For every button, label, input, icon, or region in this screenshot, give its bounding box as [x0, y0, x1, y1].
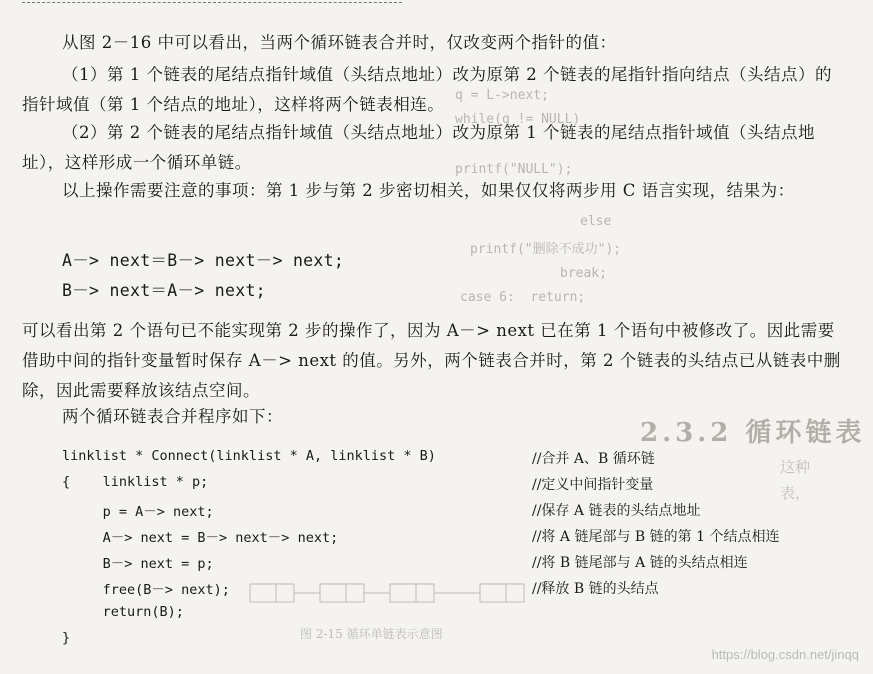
code-text: linklist * Connect(linklist * A, linklist * B)	[62, 448, 436, 464]
ghost-bleed: while(q != NULL)	[455, 112, 581, 127]
code-text: { linklist * p;	[62, 474, 209, 490]
code-text: }	[62, 630, 71, 646]
code-text: p = A－> next;	[62, 504, 214, 520]
ghost-bleed: 2.3.2 循环链表	[640, 418, 866, 448]
paragraph-notes: 以上操作需要注意的事项：第 1 步与第 2 步密切相关，如果仅仅将两步用 C 语言实现，结果为：	[62, 181, 795, 200]
code-line	[62, 574, 862, 600]
ghost-bleed: 这种	[780, 458, 811, 476]
paragraph-intro: 从图 2－16 中可以看出，当两个循环链表合并时，仅改变两个指针的值：	[62, 33, 617, 52]
top-rule	[22, 2, 402, 3]
paragraph-step-2: （2）第 2 个链表的尾结点指针域值（头结点地址）改为原第 1 个链表的尾结点指针域值（头结点地址），这样形成一个循环单链。	[22, 123, 815, 172]
ghost-bleed: else	[580, 214, 612, 229]
ghost-bleed: case 6: return;	[460, 290, 586, 305]
watermark: https://blog.csdn.net/jinqq	[711, 647, 859, 662]
code-text: A－> next = B－> next－> next;	[62, 530, 339, 546]
svg-text:图 2-15 循环单链表示意图: 图 2-15 循环单链表示意图	[300, 627, 443, 641]
code-text: B－> next = p;	[62, 556, 214, 572]
ghost-bleed: printf("NULL");	[455, 162, 573, 177]
paragraph-explanation: 可以看出第 2 个语句已不能实现第 2 步的操作了，因为 A－> next 已在第 1 个语句中被修改了。因此需要借助中间的指针变量暂时保存 A－> next 的值。另外，两个链表合并时，第 2 个链表的头结点已从链表中删除，因此需要释放该结点空间。	[22, 321, 841, 400]
code-line	[62, 496, 862, 522]
code-comment: //将 A 链尾部与 B 链的第 1 个结点相连	[532, 529, 780, 545]
code-line	[62, 470, 862, 496]
code-line	[62, 600, 862, 626]
code-comment: //保存 A 链表的头结点地址	[532, 503, 701, 519]
code-text: free(B－> next);	[62, 582, 230, 598]
code-comment: //将 B 链尾部与 A 链的头结点相连	[532, 555, 748, 571]
ghost-bleed: break;	[560, 266, 607, 281]
code-line	[62, 548, 862, 574]
paragraph-step-1: （1）第 1 个链表的尾结点指针域值（头结点地址）改为原第 2 个链表的尾指针指向结点（头结点）的指针域值（第 1 个结点的地址），这样将两个链表相连。	[22, 65, 832, 114]
ghost-bleed: q = L->next;	[455, 88, 549, 103]
inline-code-line: A－> next＝B－> next－> next;	[62, 251, 345, 270]
ghost-bleed: printf("删除不成功");	[470, 242, 622, 257]
code-comment: //合并 A、B 循环链	[532, 451, 655, 467]
code-comment: //释放 B 链的头结点	[532, 581, 659, 597]
inline-code-line: B－> next＝A－> next;	[62, 281, 266, 300]
code-comment: //定义中间指针变量	[532, 477, 654, 493]
code-line	[62, 444, 862, 470]
paragraph-program-intro: 两个循环链表合并程序如下：	[62, 407, 283, 426]
code-block	[62, 444, 862, 652]
ghost-bleed: 表，	[780, 484, 811, 502]
code-text: return(B);	[62, 604, 184, 620]
code-line	[62, 522, 862, 548]
